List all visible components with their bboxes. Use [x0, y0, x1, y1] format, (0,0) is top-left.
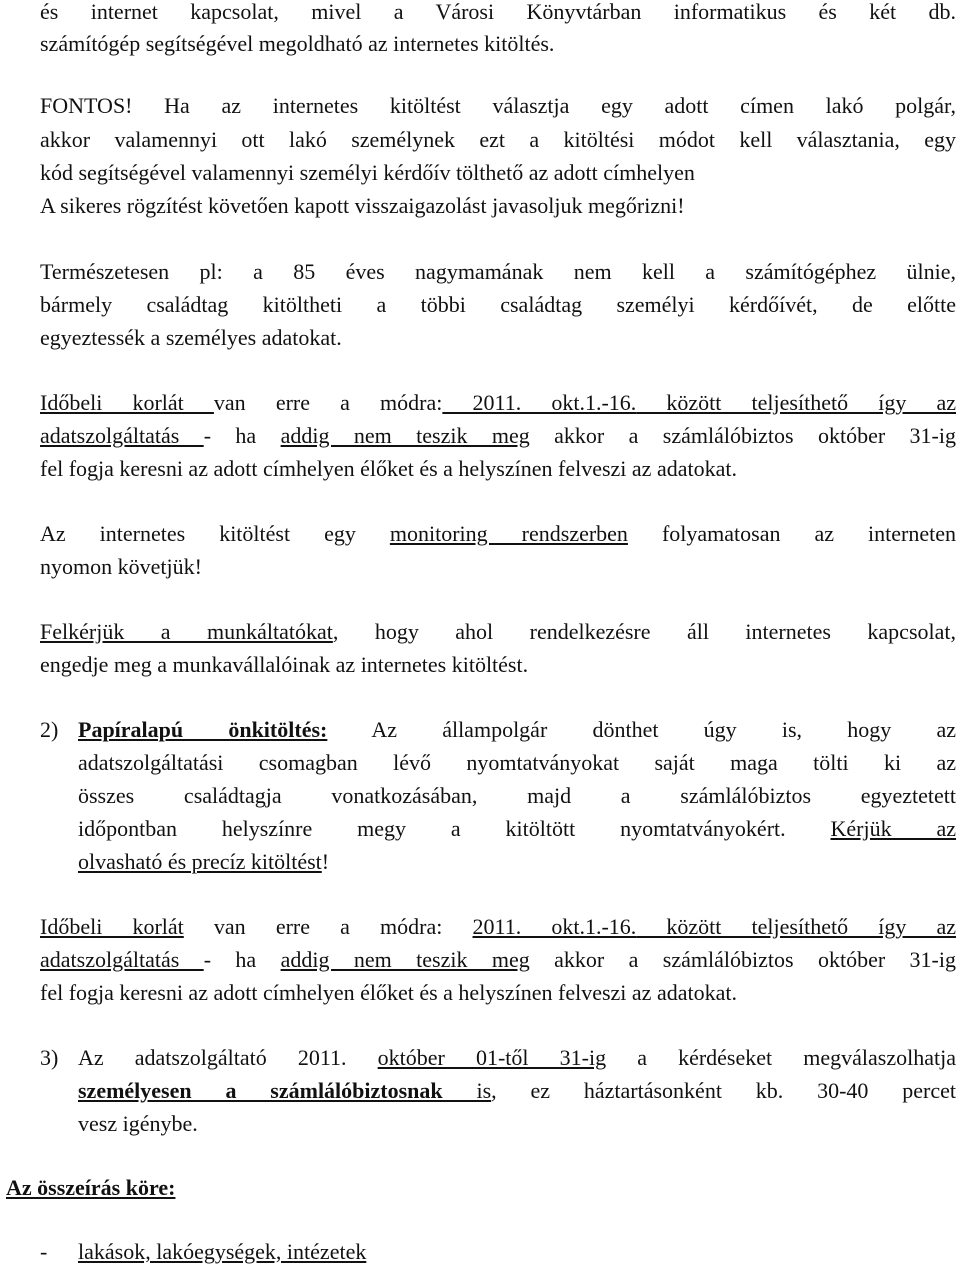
item-2-number: 2) — [40, 717, 59, 742]
paragraph-4-line-1: Időbeli korlát van erre a módra: 2011. okt.1.-16. között teljesíthető így az — [40, 390, 956, 415]
paragraph-2-line-2: akkor valamennyi ott lakó személynek ezt a kitöltési módot kell választania, egy — [40, 127, 956, 152]
time-limit-label: Időbeli korlát — [40, 390, 214, 415]
item-2-line-1: Papíralapú önkitöltés: Az állampolgár dönthet úgy is, hogy az — [78, 717, 956, 742]
paragraph-4-line-3: fel fogja keresni az adott címhelyen élőket és a helyszínen felveszi az adatokat. — [40, 456, 737, 481]
date-range: 2011. okt.1.-16. — [442, 390, 637, 415]
paragraph-1-line-2: számítógép segítségével megoldható az internetes kitöltés. — [40, 31, 555, 56]
paper-self-completion-heading: Papíralapú önkitöltés: — [78, 717, 328, 742]
item-3-number: 3) — [40, 1045, 59, 1070]
item-3-line-2: személyesen a számlálóbiztosnak is, ez háztartásonként kb. 30-40 percet — [78, 1078, 956, 1103]
bullet-item-text: lakások, lakóegységek, intézetek — [78, 1239, 367, 1264]
paragraph-3-line-1: Természetesen pl: a 85 éves nagymamának nem kell a számítógéphez ülnie, — [40, 259, 956, 284]
paragraph-5-line-1: Az internetes kitöltést egy monitoring rendszerben folyamatosan az interneten — [40, 521, 956, 546]
item-2-line-5: olvasható és precíz kitöltést! — [78, 849, 330, 874]
paragraph-1-line-1: és internet kapcsolat, mivel a Városi Könyvtárban informatikus és két db. — [40, 0, 956, 24]
item-2-line-4: időpontban helyszínre megy a kitöltött nyomtatványokért. Kérjük az — [78, 816, 957, 841]
paragraph-6-line-2: engedje meg a munkavállalóinak az internetes kitöltést. — [40, 652, 529, 677]
section-heading: Az összeírás köre: — [6, 1175, 176, 1200]
paragraph-7-line-2: adatszolgáltatás - ha addig nem teszik meg akkor a számlálóbiztos október 31-ig — [40, 947, 957, 972]
paragraph-7-line-3: fel fogja keresni az adott címhelyen élőket és a helyszínen felveszi az adatokat. — [40, 980, 737, 1005]
paragraph-3-line-3: egyeztessék a személyes adatokat. — [40, 325, 342, 350]
bullet-dash: - — [40, 1239, 48, 1264]
paragraph-3-line-2: bármely családtag kitöltheti a többi családtag személyi kérdőívét, de előtte — [40, 292, 956, 317]
paragraph-6-line-1: Felkérjük a munkáltatókat, hogy ahol rendelkezésre áll internetes kapcsolat, — [40, 619, 956, 644]
item-2-line-3: összes családtagja vonatkozásában, majd a számlálóbiztos egyeztetett — [78, 783, 956, 808]
item-3-line-3: vesz igénybe. — [78, 1111, 198, 1136]
paragraph-2-line-3: kód segítségével valamennyi személyi kérdőív tölthető az adott címhelyen — [40, 160, 695, 185]
paragraph-2-line-4: A sikeres rögzítést követően kapott visszaigazolást javasoljuk megőrizni! — [40, 193, 685, 218]
paragraph-2-line-1: FONTOS! Ha az internetes kitöltést választja egy adott címen lakó polgár, — [40, 93, 956, 118]
paragraph-4-line-2: adatszolgáltatás - ha addig nem teszik meg akkor a számlálóbiztos október 31-ig — [40, 423, 957, 448]
paragraph-7-line-1: Időbeli korlát van erre a módra: 2011. okt.1.-16. között teljesíthető így az — [40, 914, 956, 939]
item-2-line-2: adatszolgáltatási csomagban lévő nyomtatványokat saját maga tölti ki az — [78, 750, 956, 775]
item-3-line-1: Az adatszolgáltató 2011. október 01-től 31-ig a kérdéseket megválaszolhatja — [78, 1045, 956, 1070]
paragraph-5-line-2: nyomon követjük! — [40, 554, 202, 579]
monitoring-system: monitoring rendszerben — [389, 521, 628, 546]
